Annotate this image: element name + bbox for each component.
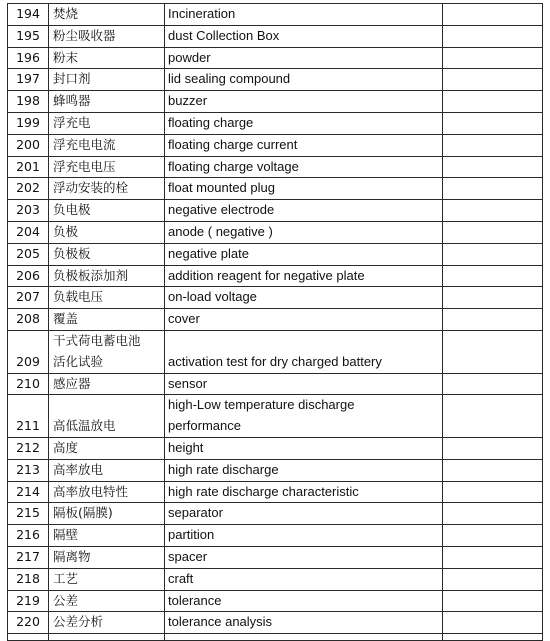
remarks-cell	[443, 481, 543, 503]
chinese-term-line: 粉末	[53, 49, 79, 65]
english-term	[165, 265, 443, 287]
table-row	[8, 4, 543, 26]
english-term	[165, 112, 443, 134]
term-number: 213	[8, 459, 49, 481]
term-number: 205	[8, 243, 49, 265]
term-number: 219	[8, 590, 49, 612]
english-term	[165, 69, 443, 91]
english-term-line: spacer	[168, 548, 208, 564]
english-term	[165, 590, 443, 612]
english-term-line: floating charge	[168, 114, 254, 130]
english-term	[165, 156, 443, 178]
english-term-line: separator	[168, 505, 223, 521]
term-number: 214	[8, 481, 49, 503]
table-row	[8, 265, 543, 287]
chinese-term	[49, 221, 165, 243]
remarks-cell	[443, 546, 543, 568]
cut-off-cell	[165, 634, 443, 641]
chinese-term-line: 隔板(隔膜)	[53, 505, 113, 521]
table-row	[8, 395, 543, 438]
english-term-line: high rate discharge	[168, 461, 279, 477]
table-row	[8, 481, 543, 503]
term-number: 217	[8, 546, 49, 568]
english-term	[165, 395, 443, 438]
english-term-line: float mounted plug	[168, 180, 275, 196]
remarks-cell	[443, 4, 543, 26]
chinese-term-line: 活化试验	[53, 353, 104, 369]
chinese-term-line: 粉尘吸收器	[53, 27, 116, 43]
table-row-cut-off	[8, 634, 543, 641]
term-number: 215	[8, 503, 49, 525]
remarks-cell	[443, 459, 543, 481]
remarks-cell	[443, 47, 543, 69]
table-row	[8, 243, 543, 265]
english-term	[165, 437, 443, 459]
remarks-cell	[443, 590, 543, 612]
table-row	[8, 590, 543, 612]
english-term-line: anode ( negative )	[168, 223, 273, 239]
chinese-term	[49, 612, 165, 634]
chinese-term	[49, 287, 165, 309]
chinese-term	[49, 309, 165, 331]
chinese-term	[49, 91, 165, 113]
term-number: 202	[8, 178, 49, 200]
term-number: 200	[8, 134, 49, 156]
chinese-term-line: 高度	[53, 439, 79, 455]
chinese-term	[49, 156, 165, 178]
remarks-cell	[443, 437, 543, 459]
remarks-cell	[443, 200, 543, 222]
table-row	[8, 112, 543, 134]
chinese-term	[49, 373, 165, 395]
table-row	[8, 134, 543, 156]
chinese-term-line: 焚烧	[53, 6, 79, 21]
term-number: 212	[8, 437, 49, 459]
english-term	[165, 612, 443, 634]
english-term	[165, 178, 443, 200]
chinese-term	[49, 178, 165, 200]
english-term-line: addition reagent for negative plate	[168, 267, 365, 283]
chinese-term-line: 浮动安装的栓	[53, 180, 129, 196]
remarks-cell	[443, 568, 543, 590]
english-term-line: floating charge current	[168, 136, 298, 152]
term-number: 195	[8, 25, 49, 47]
chinese-term-line: 负极板	[53, 245, 91, 261]
chinese-term	[49, 265, 165, 287]
chinese-term	[49, 437, 165, 459]
chinese-term-line: 干式荷电蓄电池	[53, 332, 141, 348]
remarks-cell	[443, 287, 543, 309]
chinese-term	[49, 330, 165, 373]
english-term	[165, 287, 443, 309]
remarks-cell	[443, 373, 543, 395]
remarks-cell	[443, 69, 543, 91]
table-row	[8, 373, 543, 395]
chinese-term-line: 封口剂	[53, 71, 91, 87]
remarks-cell	[443, 156, 543, 178]
english-term-line: cover	[168, 311, 200, 327]
english-term-line: high rate discharge characteristic	[168, 483, 359, 499]
english-term	[165, 330, 443, 373]
term-number: 198	[8, 91, 49, 113]
chinese-term-line: 高率放电特性	[53, 483, 129, 499]
glossary-table	[7, 3, 543, 641]
english-term-line: Incineration	[168, 6, 236, 21]
glossary-body	[8, 4, 543, 641]
table-row	[8, 459, 543, 481]
table-row	[8, 200, 543, 222]
english-term-line: tolerance	[168, 592, 222, 608]
english-term-line: dust Collection Box	[168, 27, 280, 43]
remarks-cell	[443, 112, 543, 134]
chinese-term-line: 蜂鸣器	[53, 93, 91, 109]
english-term	[165, 525, 443, 547]
chinese-term	[49, 69, 165, 91]
remarks-cell	[443, 265, 543, 287]
chinese-term	[49, 546, 165, 568]
english-term-line: performance	[168, 418, 241, 434]
chinese-term	[49, 47, 165, 69]
term-number: 210	[8, 373, 49, 395]
chinese-term-line: 浮充电电流	[53, 136, 116, 152]
term-number: 204	[8, 221, 49, 243]
remarks-cell	[443, 330, 543, 373]
table-row	[8, 309, 543, 331]
english-term-line: negative electrode	[168, 202, 275, 218]
english-term-line: tolerance analysis	[168, 614, 273, 630]
chinese-term-line: 公差分析	[53, 614, 104, 630]
english-term	[165, 309, 443, 331]
remarks-cell	[443, 221, 543, 243]
chinese-term-line: 隔壁	[53, 527, 79, 543]
english-term	[165, 243, 443, 265]
english-term	[165, 25, 443, 47]
cut-off-cell	[443, 634, 543, 641]
table-row	[8, 91, 543, 113]
chinese-term-line: 感应器	[53, 375, 91, 391]
chinese-term-line: 负极板添加剂	[53, 267, 129, 283]
cut-off-cell	[49, 634, 165, 641]
term-number: 220	[8, 612, 49, 634]
remarks-cell	[443, 25, 543, 47]
term-number: 216	[8, 525, 49, 547]
cut-off-cell	[8, 634, 49, 641]
chinese-term-line: 公差	[53, 592, 79, 608]
table-row	[8, 156, 543, 178]
chinese-term-line: 覆盖	[53, 311, 79, 327]
english-term	[165, 568, 443, 590]
chinese-term-line: 高率放电	[53, 461, 104, 477]
english-term	[165, 47, 443, 69]
remarks-cell	[443, 395, 543, 438]
chinese-term	[49, 200, 165, 222]
english-term	[165, 221, 443, 243]
chinese-term	[49, 112, 165, 134]
table-row	[8, 503, 543, 525]
english-term	[165, 503, 443, 525]
term-number: 194	[8, 4, 49, 26]
english-term	[165, 134, 443, 156]
english-term-line: craft	[168, 570, 194, 586]
term-number: 196	[8, 47, 49, 69]
english-term	[165, 459, 443, 481]
chinese-term-line: 负极	[53, 223, 79, 239]
term-number: 218	[8, 568, 49, 590]
english-term-line: lid sealing compound	[168, 71, 291, 87]
chinese-term	[49, 459, 165, 481]
chinese-term-line: 负电极	[53, 202, 91, 218]
chinese-term-line: 高低温放电	[53, 418, 116, 434]
english-term-line: buzzer	[168, 93, 208, 109]
english-term-line: floating charge voltage	[168, 158, 299, 174]
chinese-term	[49, 503, 165, 525]
chinese-term	[49, 25, 165, 47]
chinese-term	[49, 243, 165, 265]
english-term-line: activation test for dry charged battery	[168, 353, 382, 369]
english-term-line: on-load voltage	[168, 289, 257, 305]
chinese-term-line: 浮充电	[53, 114, 91, 130]
table-row	[8, 47, 543, 69]
term-number: 211	[8, 395, 49, 438]
english-term	[165, 373, 443, 395]
english-term	[165, 4, 443, 26]
english-term	[165, 91, 443, 113]
term-number: 206	[8, 265, 49, 287]
remarks-cell	[443, 178, 543, 200]
term-number: 203	[8, 200, 49, 222]
table-row	[8, 612, 543, 634]
english-term-line: negative plate	[168, 245, 249, 261]
term-number: 199	[8, 112, 49, 134]
table-row	[8, 546, 543, 568]
english-term	[165, 481, 443, 503]
remarks-cell	[443, 243, 543, 265]
chinese-term	[49, 481, 165, 503]
chinese-term	[49, 525, 165, 547]
english-term	[165, 200, 443, 222]
chinese-term-line: 浮充电电压	[53, 158, 116, 174]
term-number: 197	[8, 69, 49, 91]
table-row	[8, 525, 543, 547]
english-term-line: height	[168, 439, 204, 455]
term-number: 209	[8, 330, 49, 373]
remarks-cell	[443, 525, 543, 547]
term-number: 201	[8, 156, 49, 178]
english-term-line: high-Low temperature discharge	[168, 397, 355, 413]
table-row	[8, 69, 543, 91]
chinese-term-line: 隔离物	[53, 548, 91, 564]
table-row	[8, 178, 543, 200]
chinese-term-line: 负载电压	[53, 289, 104, 305]
chinese-term-line: 工艺	[53, 570, 79, 586]
english-term-line: partition	[168, 527, 215, 543]
chinese-term	[49, 395, 165, 438]
table-row	[8, 25, 543, 47]
table-row	[8, 287, 543, 309]
remarks-cell	[443, 503, 543, 525]
english-term	[165, 546, 443, 568]
table-row	[8, 437, 543, 459]
chinese-term	[49, 590, 165, 612]
table-row	[8, 330, 543, 373]
english-term-line: sensor	[168, 375, 208, 391]
table-row	[8, 568, 543, 590]
term-number: 207	[8, 287, 49, 309]
table-row	[8, 221, 543, 243]
english-term-line: powder	[168, 49, 211, 65]
chinese-term	[49, 568, 165, 590]
chinese-term	[49, 134, 165, 156]
remarks-cell	[443, 134, 543, 156]
remarks-cell	[443, 309, 543, 331]
remarks-cell	[443, 91, 543, 113]
chinese-term	[49, 4, 165, 26]
term-number: 208	[8, 309, 49, 331]
remarks-cell	[443, 612, 543, 634]
